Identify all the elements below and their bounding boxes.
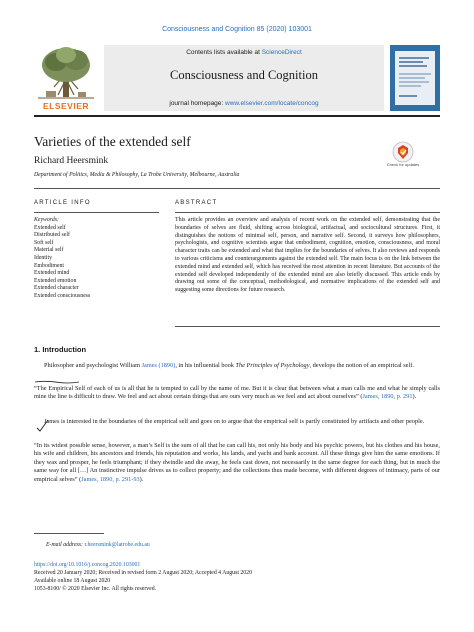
abstract-heading: ABSTRACT [175,200,218,206]
journal-header [34,45,440,111]
check-for-updates-label: Check for updates [386,162,420,167]
keywords-list [34,217,159,301]
intro-paragraph-2: James is interested in the boundaries of the empirical self and goes on to argue that the empirical self is partly constituted by artifacts and other people. [44,418,425,425]
keyword: Embodiment [34,262,64,269]
email-link[interactable]: r.heersmink@latrobe.edu.au [84,542,150,548]
citation-link[interactable]: James, 1890, p. 291-93 [81,475,140,483]
title-rule [34,188,440,189]
copyright-notice: 1053-8100/ © 2020 Elsevier Inc. All rights reserved. [34,586,157,592]
keyword: Extended character [34,285,79,292]
citation-link[interactable]: James (1890) [141,362,176,369]
article-info-heading: ARTICLE INFO [34,200,91,206]
homepage-line: journal homepage: www.elsevier.com/locate/concog [169,100,319,107]
keyword: Soft self [34,239,54,246]
keyword: Material self [34,247,64,254]
keyword: Distributed self [34,232,70,239]
contents-line: Contents lists available at ScienceDirect [186,49,302,56]
keyword: Extended mind [34,270,70,277]
keyword: Extended consciousness [34,292,91,299]
elsevier-logo[interactable] [34,45,98,111]
doi-link[interactable]: https://doi.org/10.1016/j.concog.2020.103001 [34,562,141,568]
article-title: Varieties of the extended self [34,134,191,149]
abstract-bottom-rule [175,326,440,327]
sciencedirect-link[interactable]: ScienceDirect [261,49,302,56]
intro-paragraph-1: Philosopher and psychologist William James (1890), in his influential book The Principles of Psychology, develops the notion of an empirical self. [44,362,414,369]
journal-header-center [104,45,384,111]
keyword: Extended self [34,224,66,231]
keyword: Extended emotion [34,277,77,284]
author-name[interactable]: Richard Heersmink [34,156,109,166]
handwritten-underline-mark [34,380,80,384]
keyword: Identity [34,254,53,261]
block-quote-1: “The Empirical Self of each of us is all that he is tempted to call by the name of me. But it is clear that between what a man calls me and what he simply calls mine the line is difficult to draw. We feel and act about certain things that are ours very much as we feel and act about ourselves” (James, 1890, p. 291). [34,385,440,401]
keywords-label: Keywords: [34,217,59,223]
abstract-rule [175,212,440,213]
author-affiliation: Department of Politics, Media & Philosophy, La Trobe University, Melbourne, Australia [34,172,240,178]
homepage-link[interactable]: www.elsevier.com/locate/concog [225,100,319,107]
received-dates: Received 20 January 2020; Received in revised form 2 August 2020; Accepted 4 August 2020 [34,570,252,576]
header-rule [34,115,440,117]
section-heading-introduction: 1. Introduction [34,345,87,354]
journal-reference[interactable]: Consciousness and Cognition 85 (2020) 103001 [162,26,312,33]
email-footnote: E-mail address: r.heersmink@latrobe.edu.au [46,542,150,548]
elsevier-tree-icon [34,45,98,101]
article-info-rule [34,212,159,213]
handwritten-check-mark [35,418,49,432]
block-quote-2: “In its widest possible sense, however, a man’s Self is the sum of all that he can call his, not only his body and his psychic powers, but his clothes and his house, his wife and children, his ancestors and friends, his reputation and works, his lands, and yacht and bank account. All these things give him the same emotions. If they wax and prosper, he feels triumphant; if they dwindle and die away, he feels cast down, not necessarily in the same degree for each thing, but in much the same way for all […] An instinctive impulse drives us to collect property; and the collections thus made become, with different degrees of intimacy, parts of our empirical selves” (James, 1890, p. 291-93). [34,442,440,483]
book-title: The Principles of Psychology [235,362,310,369]
citation-link[interactable]: James, 1890, p. 291 [362,393,413,401]
footnote-rule [34,533,104,534]
journal-title: Consciousness and Cognition [170,68,318,82]
check-for-updates-icon[interactable] [392,141,414,163]
available-online-date: Available online 18 August 2020 [34,578,111,584]
journal-cover-image[interactable] [390,45,440,111]
elsevier-wordmark: ELSEVIER [42,101,90,111]
abstract-text: This article provides an overview and analysis of recent work on the extended self, demonstrating that the boundaries of selves are fluid, shifting across biological, artifactual, and sociocultural structures. First, it distinguishes the notions of minimal self, person, and narrative self. Second, it surveys how philosophers, psychologists, and cognitive scientists argue that embodiment, cognition, emotion, consciousness, and moral character traits can be extended and what that implies for the boundaries of selves. It also reviews and responds to various criticisms and counterarguments against the extended self. The main focus is on the link between the extended mind and extended self, which has received the most attention in recent literature. But accounts of the extended self developed independently of the extended mind are also briefly discussed. This article ends by drawing out some of the conceptual, methodological, and normative implications of the extended self and suggesting some directions for future research. [175,217,440,294]
